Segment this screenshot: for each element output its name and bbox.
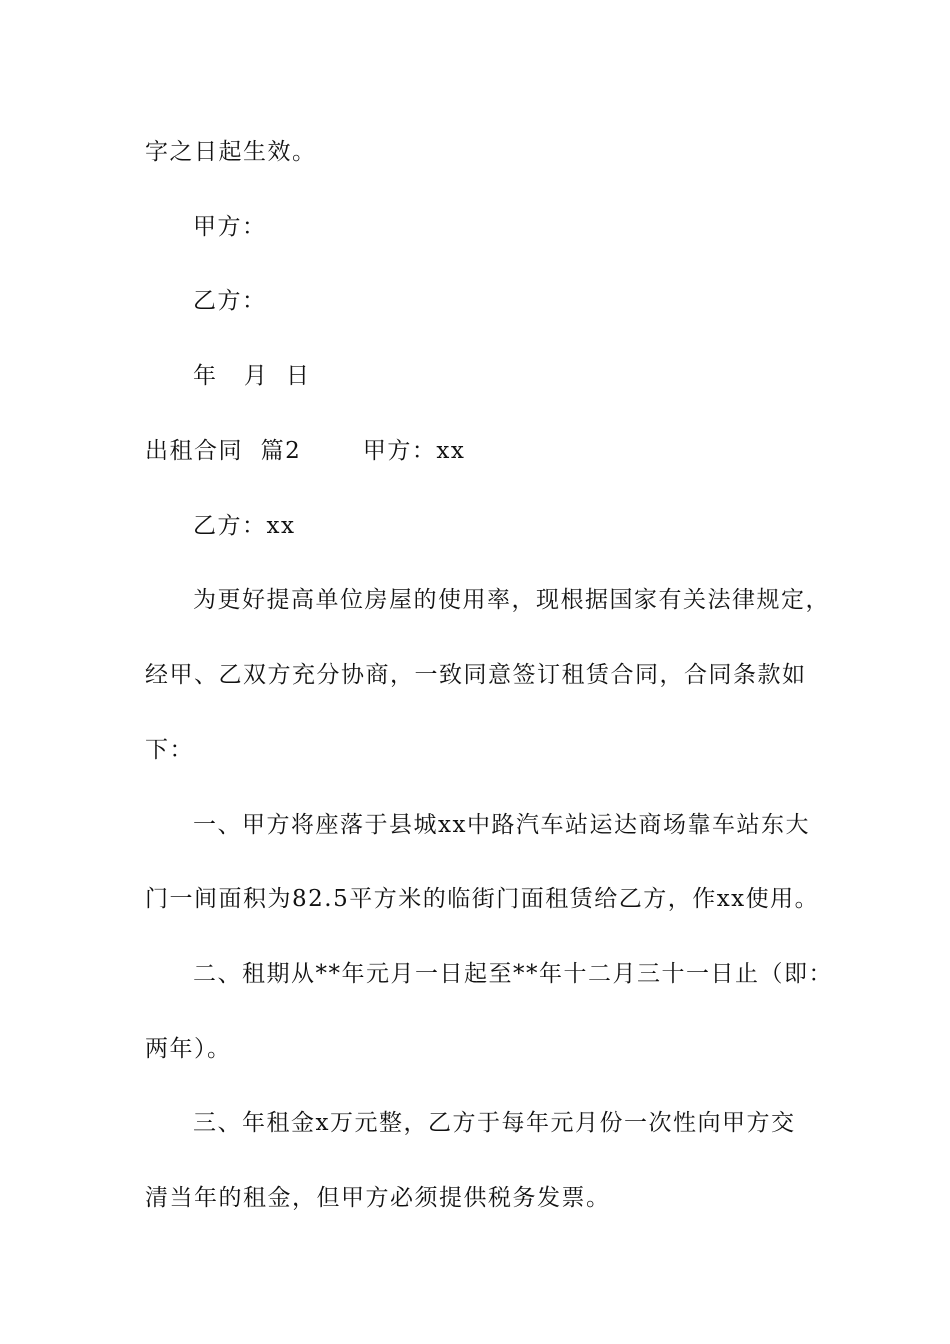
clause-2-line-2: 两年）。 (145, 1036, 232, 1062)
party-b-signature-label: 乙方： (193, 288, 267, 314)
clause-3-line-2: 清当年的租金，但甲方必须提供税务发票。 (145, 1185, 611, 1211)
clause-3-line-1: 三、年租金x万元整，乙方于每年元月份一次性向甲方交 (193, 1110, 796, 1136)
paragraph-intro-line-2: 经甲、乙双方充分协商，一致同意签订租赁合同，合同条款如 (145, 662, 807, 688)
clause-2-line-1: 二、租期从**年元月一日起至**年十二月三十一日止（即： (193, 961, 833, 987)
party-b-line: 乙方：xx (193, 513, 296, 539)
contract-section-heading: 出租合同 篇2 甲方：xx (145, 438, 466, 464)
paragraph-intro-line-3: 下： (145, 737, 194, 763)
clause-1-line-1: 一、甲方将座落于县城xx中路汽车站运达商场靠车站东大 (193, 812, 810, 838)
signature-date-line: 年 月 日 (193, 363, 311, 389)
party-a-signature-label: 甲方： (193, 214, 267, 240)
text-line-effective-date: 字之日起生效。 (145, 139, 317, 165)
paragraph-intro-line-1: 为更好提高单位房屋的使用率，现根据国家有关法律规定， (193, 587, 830, 613)
clause-1-line-2: 门一间面积为82.5平方米的临街门面租赁给乙方，作xx使用。 (145, 886, 820, 912)
